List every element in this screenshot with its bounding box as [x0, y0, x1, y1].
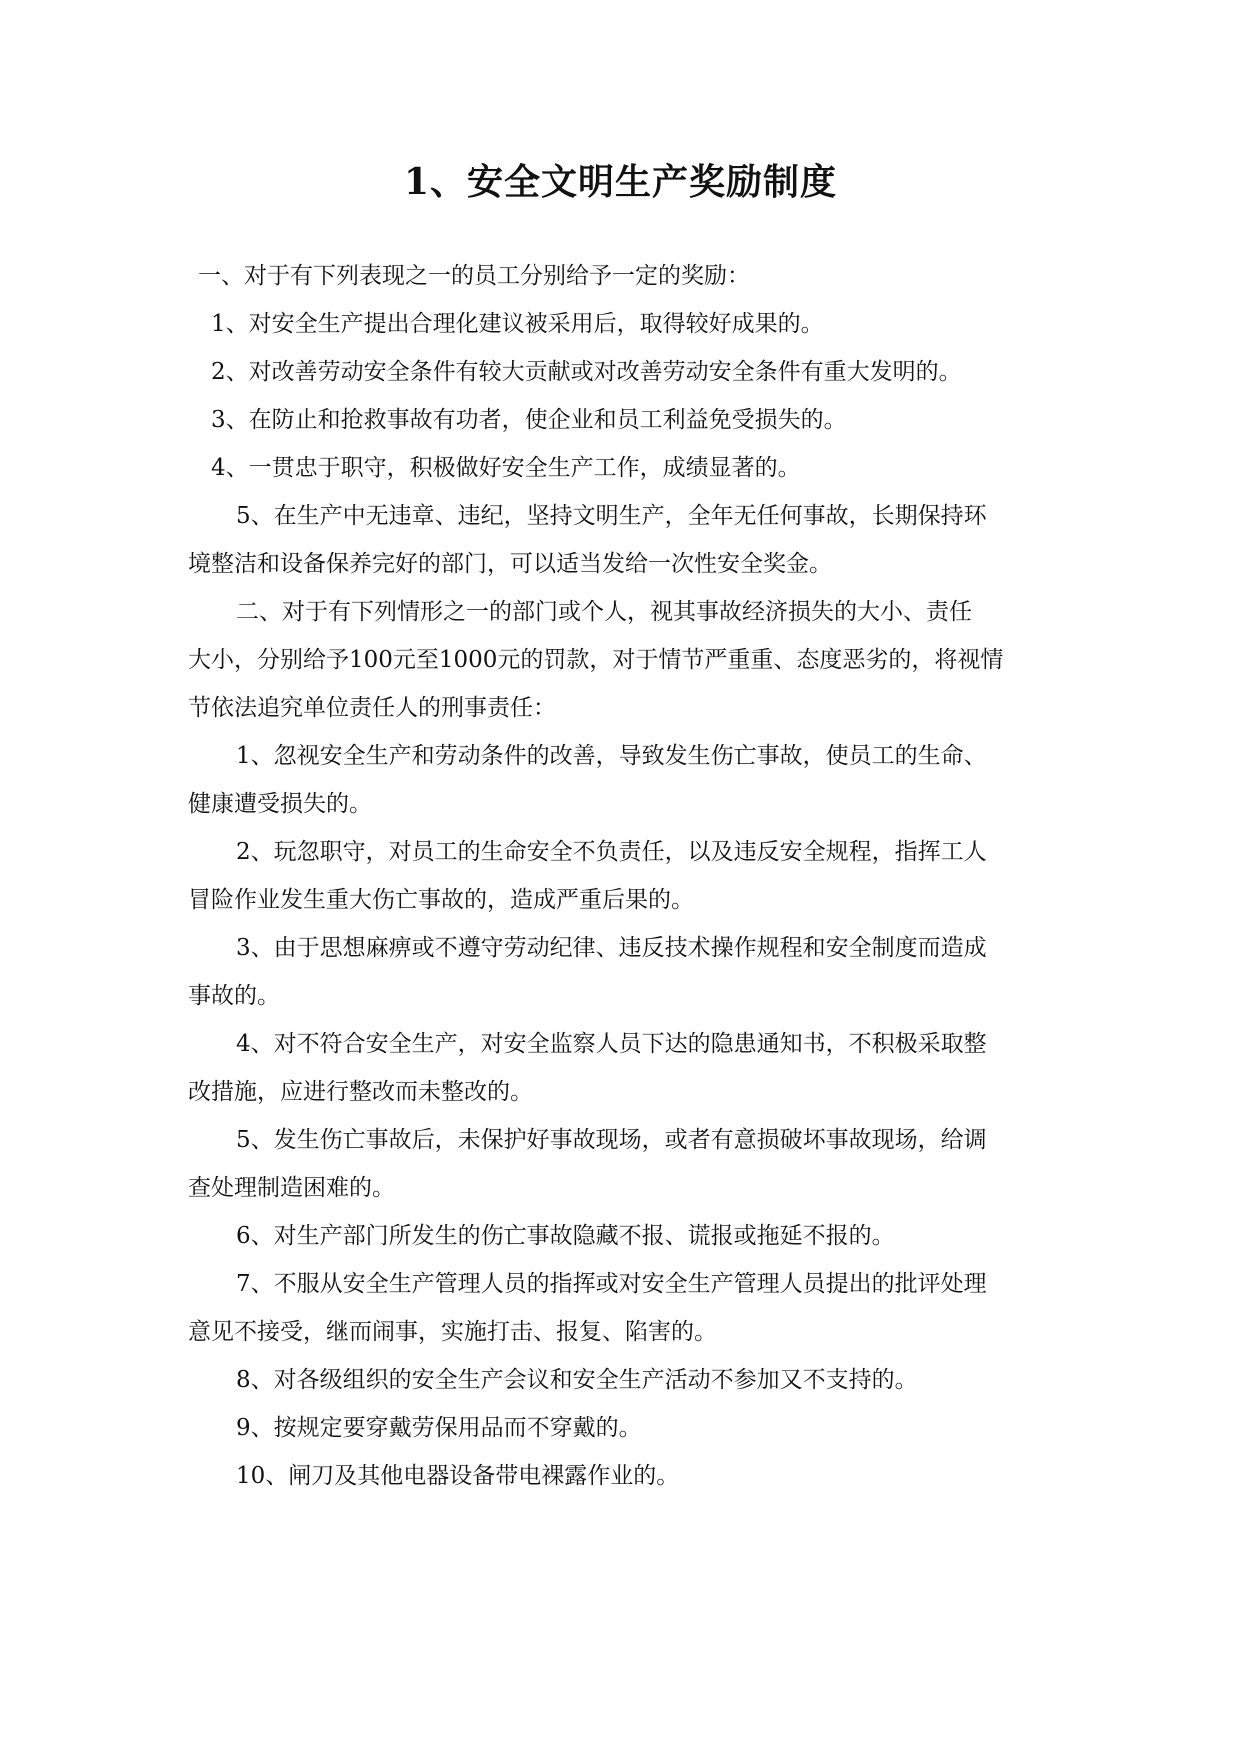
penalty-item-4-line-1: 4、对不符合安全生产，对安全监察人员下达的隐患通知书，不积极采取整 — [236, 1031, 987, 1057]
penalty-item-2-line-2: 冒险作业发生重大伤亡事故的，造成严重后果的。 — [188, 887, 694, 913]
penalty-item-1-line-2: 健康遭受损失的。 — [188, 791, 372, 817]
penalty-item-8: 8、对各级组织的安全生产会议和安全生产活动不参加又不支持的。 — [236, 1367, 918, 1393]
penalty-item-3-line-2: 事故的。 — [188, 983, 280, 1009]
penalty-item-7-line-1: 7、不服从安全生产管理人员的指挥或对安全生产管理人员提出的批评处理 — [236, 1271, 987, 1297]
reward-item-1: 1、对安全生产提出合理化建议被采用后，取得较好成果的。 — [211, 311, 824, 337]
reward-item-5-line-1: 5、在生产中无违章、违纪，坚持文明生产，全年无任何事故，长期保持环 — [236, 503, 987, 529]
reward-item-3: 3、在防止和抢救事故有功者，使企业和员工利益免受损失的。 — [211, 407, 847, 433]
reward-item-4: 4、一贯忠于职守，积极做好安全生产工作，成绩显著的。 — [211, 455, 801, 481]
penalty-item-10: 10、闸刀及其他电器设备带电裸露作业的。 — [236, 1463, 680, 1489]
document-body — [188, 252, 1048, 1500]
document-title: 1、安全文明生产奖励制度 — [403, 161, 838, 203]
section-heading-rewards: 一、对于有下列表现之一的员工分别给予一定的奖励： — [198, 263, 750, 289]
penalty-item-5-line-1: 5、发生伤亡事故后，未保护好事故现场，或者有意损破坏事故现场，给调 — [236, 1127, 987, 1153]
penalty-item-1-line-1: 1、忽视安全生产和劳动条件的改善，导致发生伤亡事故，使员工的生命、 — [236, 743, 987, 769]
penalty-item-4-line-2: 改措施，应进行整改而未整改的。 — [188, 1079, 533, 1105]
penalty-item-2-line-1: 2、玩忽职守，对员工的生命安全不负责任，以及违反安全规程，指挥工人 — [236, 839, 987, 865]
section-heading-penalties-line-1: 二、对于有下列情形之一的部门或个人，视其事故经济损失的大小、责任 — [236, 599, 972, 625]
penalty-item-3-line-1: 3、由于思想麻痹或不遵守劳动纪律、违反技术操作规程和安全制度而造成 — [236, 935, 987, 961]
penalty-item-5-line-2: 查处理制造困难的。 — [188, 1175, 395, 1201]
penalty-item-7-line-2: 意见不接受，继而闹事，实施打击、报复、陷害的。 — [188, 1319, 717, 1345]
penalty-item-9: 9、按规定要穿戴劳保用品而不穿戴的。 — [236, 1415, 642, 1441]
section-heading-penalties-line-2: 大小，分别给予100元至1000元的罚款，对于情节严重重、态度恶劣的，将视情 — [188, 647, 1004, 673]
penalty-item-6: 6、对生产部门所发生的伤亡事故隐藏不报、谎报或拖延不报的。 — [236, 1223, 895, 1249]
reward-item-5-line-2: 境整洁和设备保养完好的部门，可以适当发给一次性安全奖金。 — [188, 551, 832, 577]
section-heading-penalties-line-3: 节依法追究单位责任人的刑事责任： — [188, 695, 556, 721]
reward-item-2: 2、对改善劳动安全条件有较大贡献或对改善劳动安全条件有重大发明的。 — [211, 359, 962, 385]
